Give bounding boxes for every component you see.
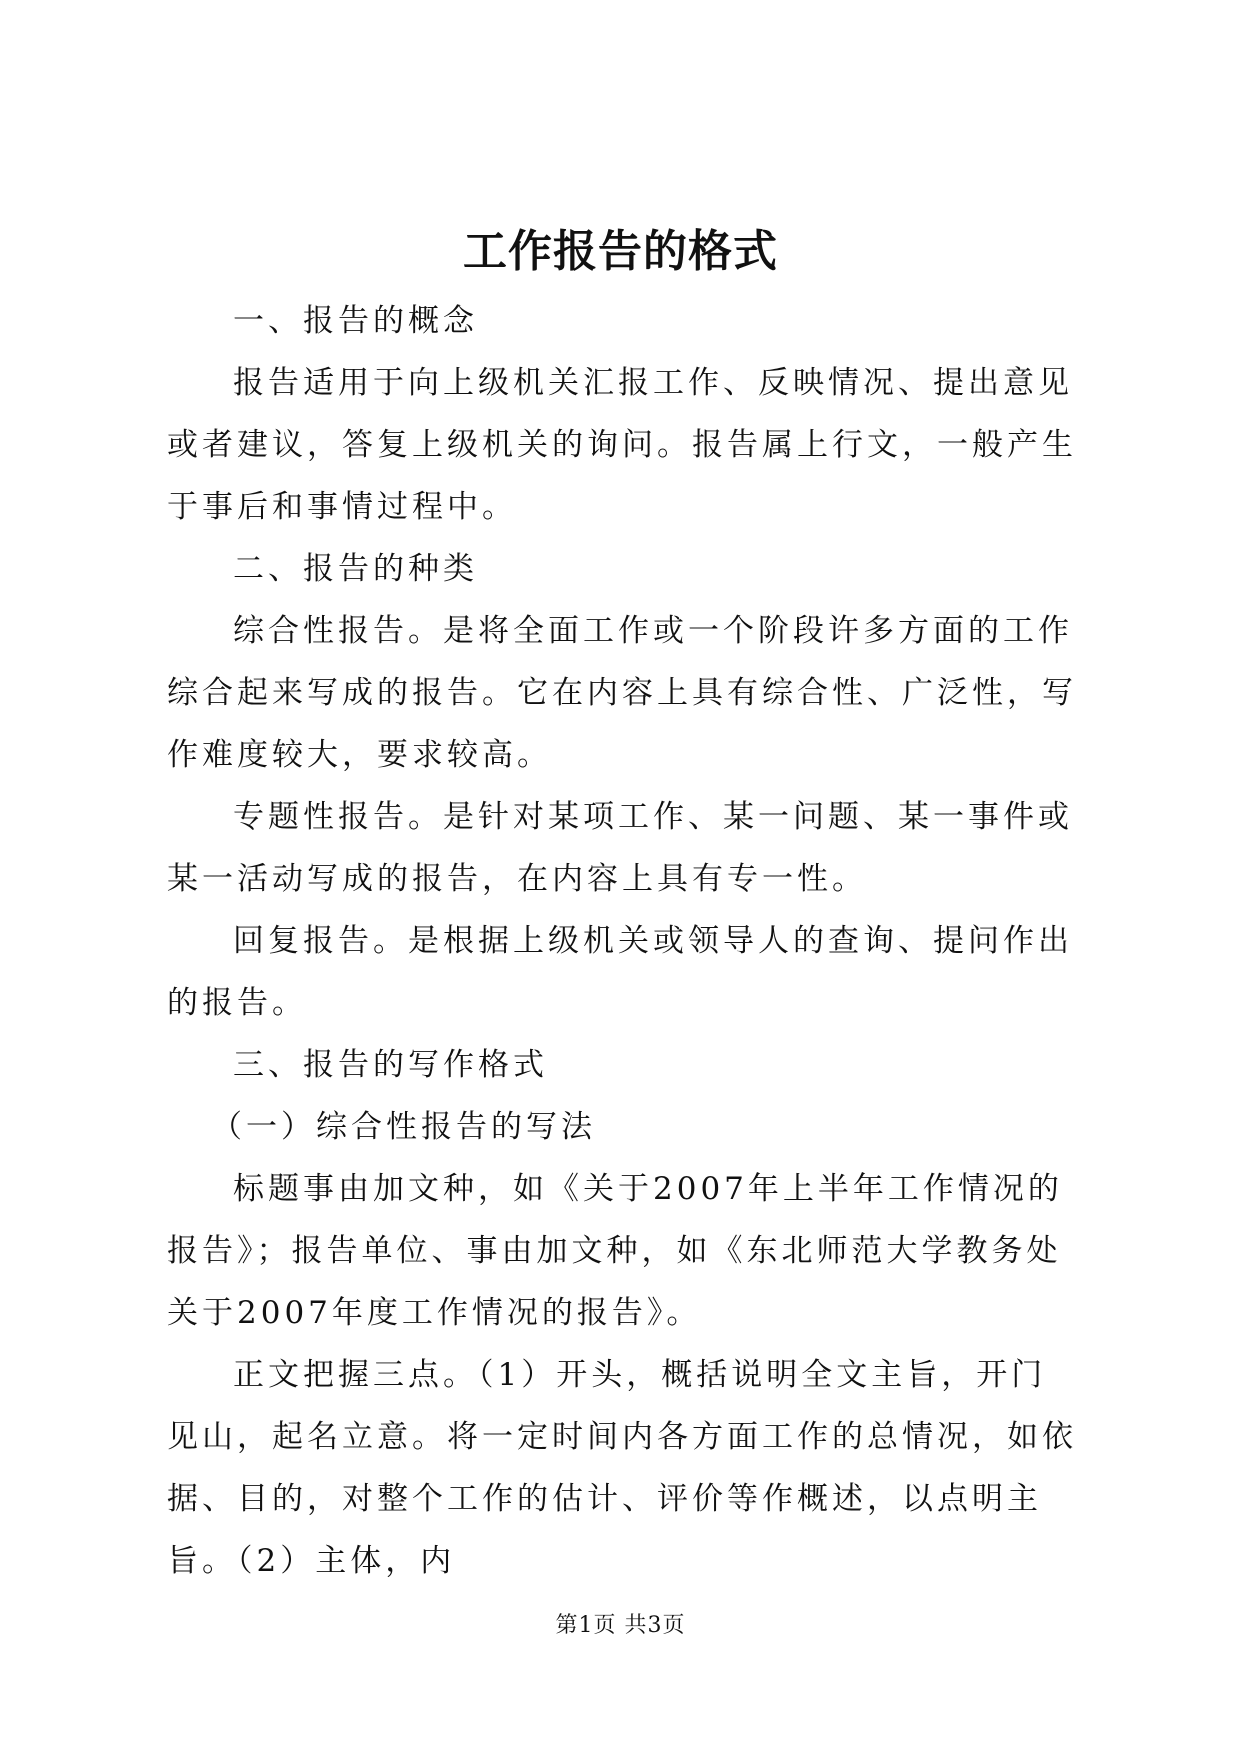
document-title: 工作报告的格式 [463, 226, 778, 277]
body-paragraph: 回复报告。是根据上级机关或领导人的查询、提问作出的报告。 [167, 923, 1073, 1021]
body-paragraph: 标题事由加文种，如《关于2007年上半年工作情况的报告》；报告单位、事由加文种，如《东北师范大学教务处关于2007年度工作情况的报告》。 [167, 1171, 1063, 1331]
section-heading: 一、报告的概念 [233, 303, 478, 339]
page-footer: 第1页 共3页 [555, 1613, 686, 1638]
body-paragraph: 综合性报告。是将全面工作或一个阶段许多方面的工作综合起来写成的报告。它在内容上具有综合性、广泛性，写作难度较大，要求较高。 [167, 613, 1077, 773]
document-body [167, 290, 1077, 1592]
subsection-heading: （一）综合性报告的写法 [211, 1109, 596, 1145]
body-paragraph: 正文把握三点。（1）开头，概括说明全文主旨，开门见山，起名立意。将一定时间内各方面工作的总情况，如依据、目的，对整个工作的估计、评价等作概述，以点明主旨。（2）主体，内 [167, 1357, 1077, 1579]
body-paragraph: 专题性报告。是针对某项工作、某一问题、某一事件或某一活动写成的报告，在内容上具有专一性。 [167, 799, 1073, 897]
section-heading: 三、报告的写作格式 [233, 1047, 548, 1083]
body-paragraph: 报告适用于向上级机关汇报工作、反映情况、提出意见或者建议，答复上级机关的询问。报告属上行文，一般产生于事后和事情过程中。 [167, 365, 1077, 525]
section-heading: 二、报告的种类 [233, 551, 478, 587]
